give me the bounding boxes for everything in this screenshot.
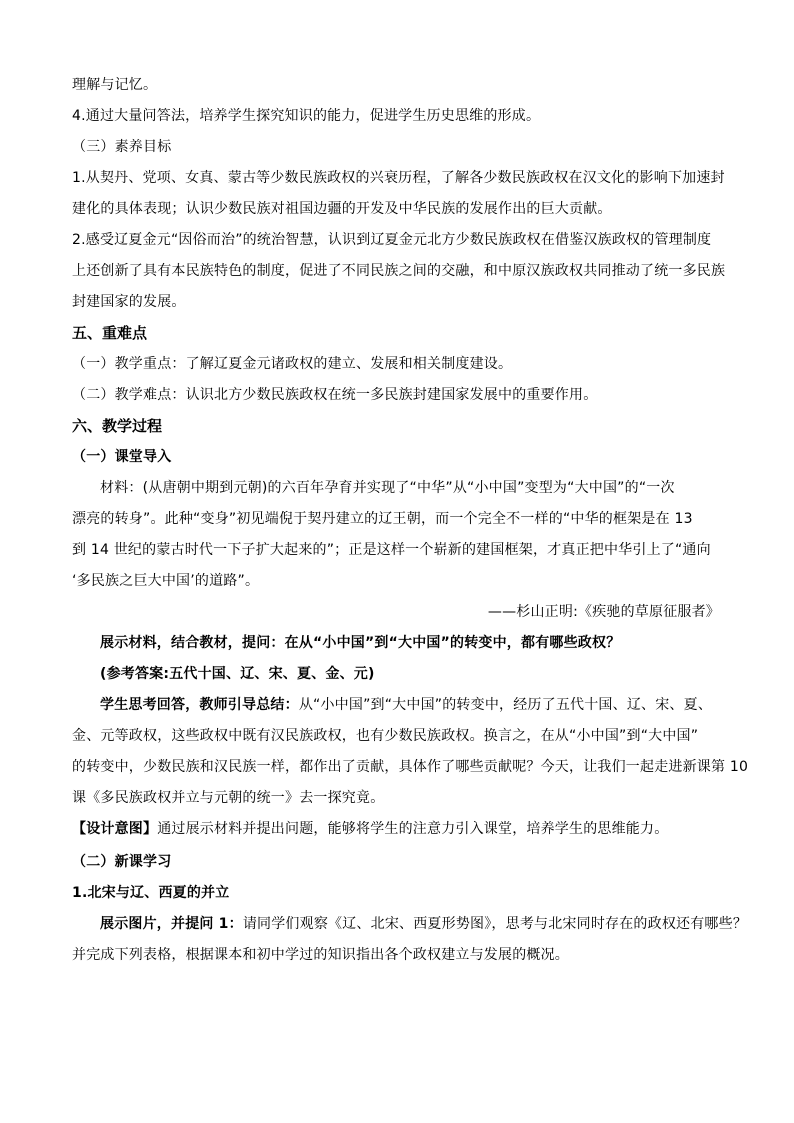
text-line: 上还创新了具有本民族特色的制度，促进了不同民族之间的交融，和中原汉族政权共同推动了统一多民族 — [72, 263, 726, 279]
question-content: 请同学们观察《辽、北宋、西夏形势图》，思考与北宋同时存在的政权还有哪些？ — [242, 916, 748, 932]
design-intent-content: 通过展示材料并提出问题，能够将学生的注意力引入课堂，培养学生的思维能力。 — [157, 821, 669, 837]
reference-answer: (参考答案:五代十国、辽、宋、夏、金、元) — [100, 666, 375, 682]
question-text — [72, 909, 748, 940]
text-line: 2.感受辽夏金元“因俗而治”的统治智慧，认识到辽夏金元北方少数民族政权在借鉴汉族政权的管理制度 — [72, 232, 712, 248]
text-line: 建化的具体表现；认识少数民族对祖国边疆的开发及中华民族的发展作出的巨大贡献。 — [72, 201, 612, 217]
section-heading-5: 五、重难点 — [72, 324, 148, 342]
subsection-heading: （二）新课学习 — [72, 854, 172, 870]
text-line: 封建国家的发展。 — [72, 294, 186, 310]
summary-content: 从“小中国”到“大中国”的转变中，经历了五代十国、辽、宋、夏、 — [298, 697, 713, 713]
document-page — [72, 70, 749, 971]
subsection-heading: （三）素养目标 — [72, 139, 172, 155]
topic-heading: 1.北宋与辽、西夏的并立 — [72, 885, 230, 901]
design-intent — [72, 814, 732, 845]
text-line: 并完成下列表格，根据课本和初中学过的知识指出各个政权建立与发展的概况。 — [72, 947, 569, 963]
section-heading-6: 六、教学过程 — [72, 417, 163, 435]
material-text: 漂亮的转身”。此种“变身”初见端倪于契丹建立的辽王朝，而一个完全不一样的“中华的框架是在 13 — [72, 511, 693, 527]
question-label: 展示图片，并提问 1： — [100, 916, 243, 932]
text-line: （一）教学重点：了解辽夏金元诸政权的建立、发展和相关制度建设。 — [72, 356, 513, 372]
question-text: 展示材料，结合教材，提问：在从“小中国”到“大中国”的转变中，都有哪些政权？ — [100, 635, 621, 651]
text-line: 4.通过大量问答法，培养学生探究知识的能力，促进学生历史思维的形成。 — [72, 108, 541, 124]
text-line: （二）教学难点：认识北方少数民族政权在统一多民族封建国家发展中的重要作用。 — [72, 387, 598, 403]
subsection-heading: （一）课堂导入 — [72, 449, 172, 465]
material-text: 到 14 世纪的蒙古时代一下子扩大起来的”；正是这样一个崭新的建国框架，才真正把中华引上了“通向 — [72, 542, 711, 558]
summary-text: 课《多民族政权并立与元朝的统一》去一探究竟。 — [72, 790, 385, 806]
text-line: 理解与记忆。 — [72, 77, 158, 93]
summary-text: 金、元等政权，这些政权中既有汉民族政权，也有少数民族政权。换言之，在从“小中国”到“大中国” — [72, 728, 699, 744]
material-text: 材料：(从唐朝中期到元朝)的六百年孕育并实现了“中华”从“小中国”变型为“大中国”的“一次 — [100, 480, 675, 496]
material-text: ‘多民族之巨大中国’的道路”。 — [72, 573, 260, 589]
summary-text: 的转变中，少数民族和汉民族一样，都作出了贡献，具体作了哪些贡献呢？今天，让我们一起走进新课第 10 — [72, 759, 749, 775]
summary-label: 学生思考回答，教师引导总结： — [100, 697, 299, 713]
summary-text — [72, 690, 732, 721]
design-intent-label: 【设计意图】 — [72, 821, 158, 837]
material-source: ——杉山正明:《疾驰的草原征服者》 — [487, 604, 720, 620]
text-line: 1.从契丹、党项、女真、蒙古等少数民族政权的兴衰历程，了解各少数民族政权在汉文化的影响下加速封 — [72, 170, 725, 186]
